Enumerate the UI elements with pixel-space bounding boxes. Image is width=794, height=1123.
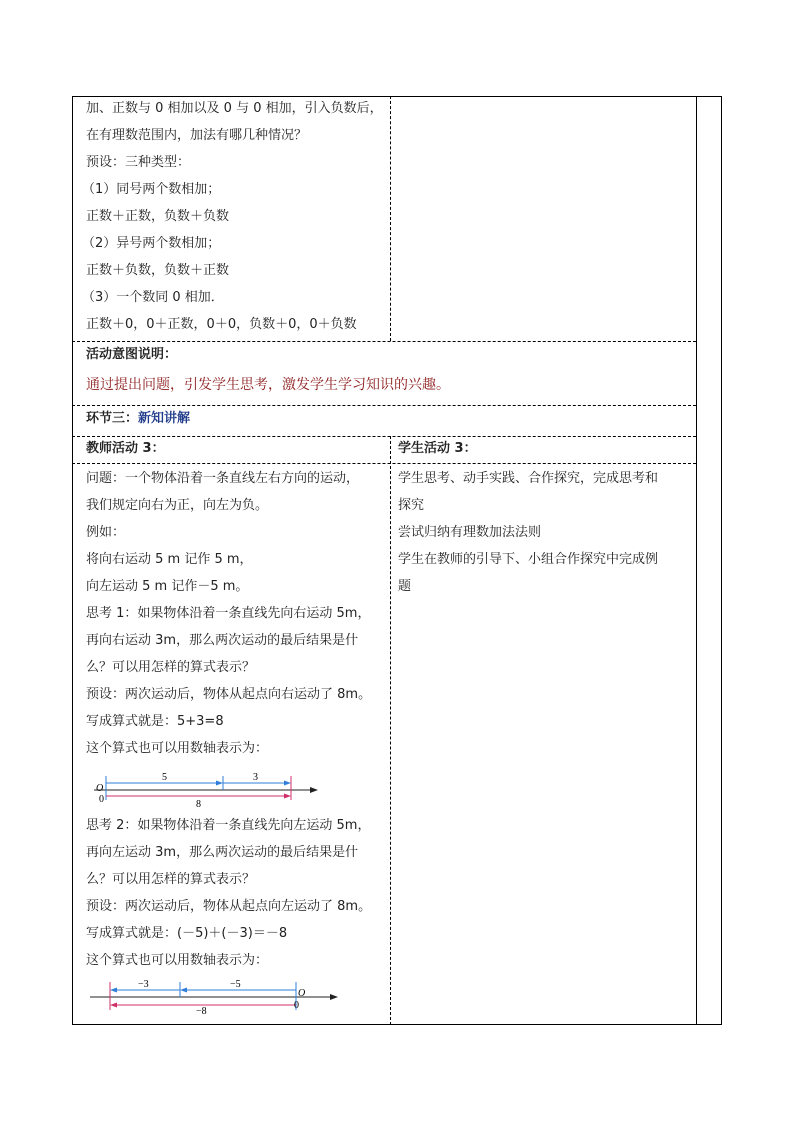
text-line: 正数＋0，0＋正数，0＋0，负数＋0，0＋负数	[86, 317, 357, 332]
text-line: 写成算式就是：(－5)＋(－3)＝－8	[86, 926, 288, 941]
text-line: 探究	[398, 498, 425, 513]
text-line: 在有理数范围内，加法有哪几种情况？	[86, 128, 308, 143]
text-line: 正数＋负数，负数＋正数	[86, 263, 230, 278]
text-line: 尝试归纳有理数加法法则	[398, 525, 542, 540]
row-divider-intent	[72, 341, 696, 342]
text-line: 预设：两次运动后，物体从起点向右运动了 8m。	[86, 687, 372, 702]
text-line: 加、正数与 0 相加以及 0 与 0 相加，引入负数后，	[86, 101, 383, 116]
text-line: （1）同号两个数相加；	[82, 182, 221, 197]
axis1-zero: 0	[99, 794, 104, 805]
text-line: （2）异号两个数相加；	[82, 236, 221, 251]
text-line: 思考 2：如果物体沿着一条直线先向左运动 5m，	[86, 818, 371, 833]
row-divider-section3	[72, 405, 696, 406]
section3-prefix: 环节三：	[86, 411, 139, 426]
section3-title: 新知讲解	[138, 411, 191, 426]
text-line: 这个算式也可以用数轴表示为：	[86, 741, 269, 756]
axis2-zero: 0	[294, 1000, 299, 1011]
axis1-seg1-label: 5	[162, 772, 167, 783]
text-line: 预设：三种类型：	[86, 155, 191, 170]
text-line: 写成算式就是：5+3=8	[86, 714, 224, 729]
row-divider-activities	[72, 436, 696, 437]
text-line: 问题：一个物体沿着一条直线左右方向的运动，	[86, 471, 360, 486]
text-line: （3）一个数同 0 相加．	[82, 290, 224, 305]
top-column-divider	[390, 96, 391, 341]
text-line: 学生在教师的引导下、小组合作探究中完成例	[398, 552, 659, 567]
row-divider-heading	[72, 463, 696, 464]
intent-heading: 活动意图说明：	[86, 347, 178, 362]
number-line-diagram-negative	[86, 978, 346, 1020]
axis2-total-label: −8	[196, 1006, 207, 1017]
text-line: 正数＋正数，负数＋负数	[86, 209, 230, 224]
axis2-seg1-label: −3	[138, 979, 149, 990]
axis1-seg2-label: 3	[253, 772, 258, 783]
student-activity-heading: 学生活动 3：	[398, 441, 477, 456]
text-line: 么？可以用怎样的算式表示？	[86, 660, 256, 675]
axis1-origin: O	[96, 783, 104, 794]
axis2-origin: O	[298, 988, 306, 999]
axis2-seg2-label: −5	[230, 979, 241, 990]
text-line: 再向右运动 3m，那么两次运动的最后结果是什	[86, 633, 359, 648]
text-line: 这个算式也可以用数轴表示为：	[86, 953, 269, 968]
number-line-diagram-positive	[86, 768, 326, 812]
intent-text: 通过提出问题，引发学生思考，激发学生学习知识的兴趣。	[86, 377, 450, 393]
right-column-border	[696, 96, 697, 1025]
text-line: 学生思考、动手实践、合作探究，完成思考和	[398, 471, 659, 486]
text-line: 么？可以用怎样的算式表示？	[86, 872, 256, 887]
activity-column-divider	[390, 436, 391, 1025]
text-line: 思考 1：如果物体沿着一条直线先向右运动 5m，	[86, 606, 371, 621]
text-line: 再向左运动 3m，那么两次运动的最后结果是什	[86, 845, 359, 860]
section3-heading	[86, 411, 190, 427]
text-line: 我们规定向右为正，向左为负。	[86, 498, 269, 513]
text-line: 预设：两次运动后，物体从起点向左运动了 8m。	[86, 899, 372, 914]
text-line: 题	[398, 579, 412, 594]
axis1-total-label: 8	[196, 799, 201, 810]
text-line: 将向右运动 5 m 记作 5 m，	[86, 552, 253, 567]
text-line: 向左运动 5 m 记作－5 m。	[86, 579, 249, 594]
teacher-activity-heading: 教师活动 3：	[86, 441, 165, 456]
text-line: 例如：	[86, 525, 126, 540]
